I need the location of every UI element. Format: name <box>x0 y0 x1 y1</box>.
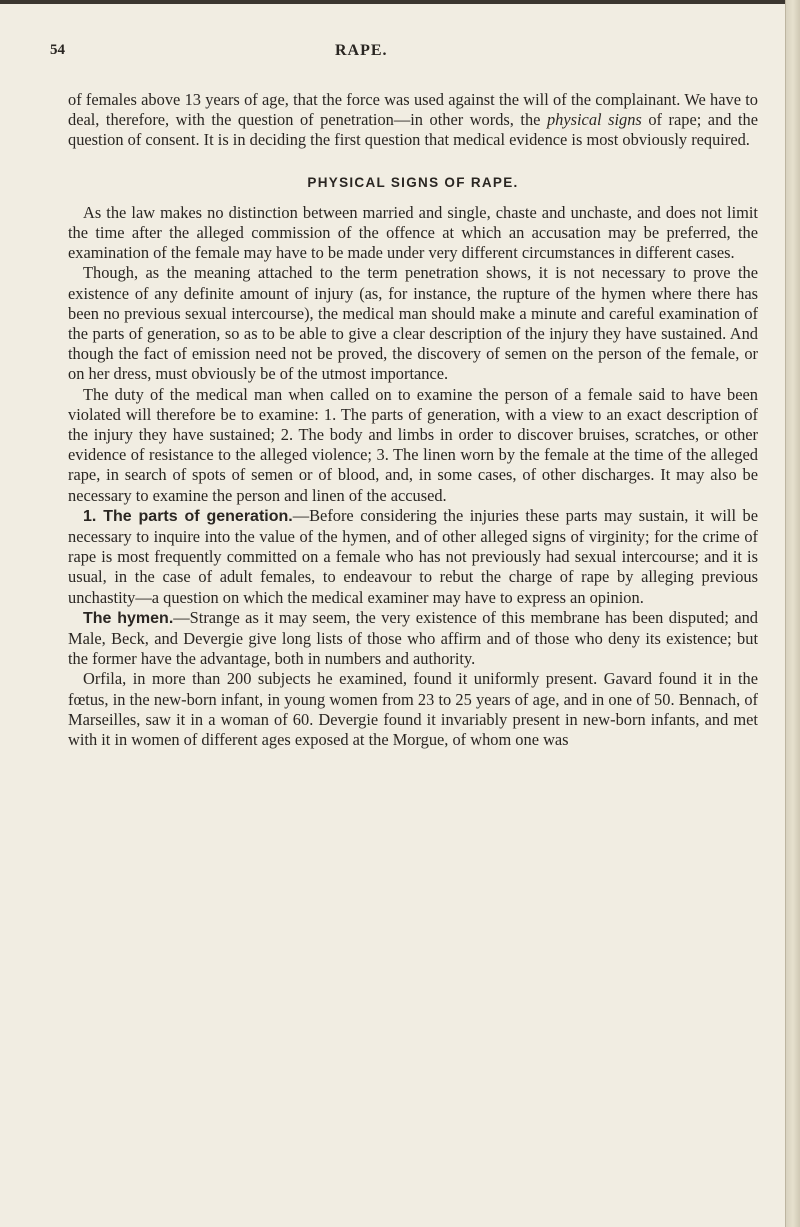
intro-text-part-2: of rape; and the question of consent. It is in deciding the first question that medical evidence is most obviously required. <box>68 110 759 150</box>
paragraph-duty: The duty of the medical man when called on to examine the person of a female said to have been violated will therefore be to examine: 1. The parts of generation, with a view to an exact description of the injury they have sustained; 2. The body and limbs in order to discover bruises, scratches, or other evidence of resistance to the alleged violence; 3. The linen worn by the female at the time of the alleged rape, in search of spots of semen or of blood, and, in some cases, of other discharges. It may also be necessary to examine the person and linen of the accused. <box>68 384 758 505</box>
running-title: RAPE. <box>335 42 388 59</box>
paragraph-parts-of-generation <box>68 506 758 608</box>
top-border-rule <box>0 0 786 4</box>
paragraph-orfila: Orfila, in more than 200 subjects he examined, found it uniformly present. Gavard found it in the fœtus, in the new-born infant, in young women from 23 to 25 years of age, and in one of 50. Bennach, of Marseilles, saw it in a woman of 60. Devergie found it invariably present in new-born infants, and met with it in women of different ages exposed at the Morgue, of whom one was <box>68 669 758 750</box>
parts-of-generation-text: —Before considering the injuries these parts may sustain, it will be necessary to inquire into the value of the hymen, and of other alleged signs of virginity; for the crime of rape is most frequently committed on a female who has not previously had sexual intercourse; and it is usual, in the case of adult females, to endeavour to rebut the charge of rape by alleging previous unchastity—a question on which the medical examiner may have to express an opinion. <box>68 505 758 607</box>
paragraph-penetration: Though, as the meaning attached to the term penetration shows, it is not necessary to prove the existence of any definite amount of injury (as, for instance, the rupture of the hymen where there has been no previous sexual intercourse), the medical man should make a minute and careful examination of the parts of generation, so as to be able to give a clear description of the injury they have sustained. And though the fact of emission need not be proved, the discovery of semen on the person of the female, or on her dress, must obviously be of the utmost importance. <box>68 263 758 384</box>
running-head <box>0 42 786 64</box>
paragraph-hymen <box>68 608 758 670</box>
paragraph-law: As the law makes no distinction between married and single, chaste and unchaste, and does not limit the time after the alleged commission of the offence at which an accusation may be preferred, the examination of the female may have to be made under very different circumstances in different cases. <box>68 202 758 263</box>
hymen-text: —Strange as it may seem, the very existence of this membrane has been disputed; and Male, Beck, and Devergie give long lists of those who affirm and of those who deny its existence; but the former have the advantage, both in numbers and authority. <box>68 607 759 669</box>
body-text <box>68 90 758 750</box>
intro-text-part-1: of females above 13 years of age, that the force was used against the will of the complainant. We have to deal, therefore, with the question of penetration—in other words, the <box>68 90 758 130</box>
subheading-hymen: The hymen. <box>83 609 174 627</box>
intro-emphasis: physical signs <box>546 110 642 130</box>
page-binding-edge <box>785 0 800 1227</box>
paragraph-intro <box>68 90 758 151</box>
page-number: 54 <box>50 42 65 58</box>
subheading-parts-of-generation: 1. The parts of generation. <box>83 507 293 525</box>
section-heading: PHYSICAL SIGNS OF RAPE. <box>307 174 519 190</box>
